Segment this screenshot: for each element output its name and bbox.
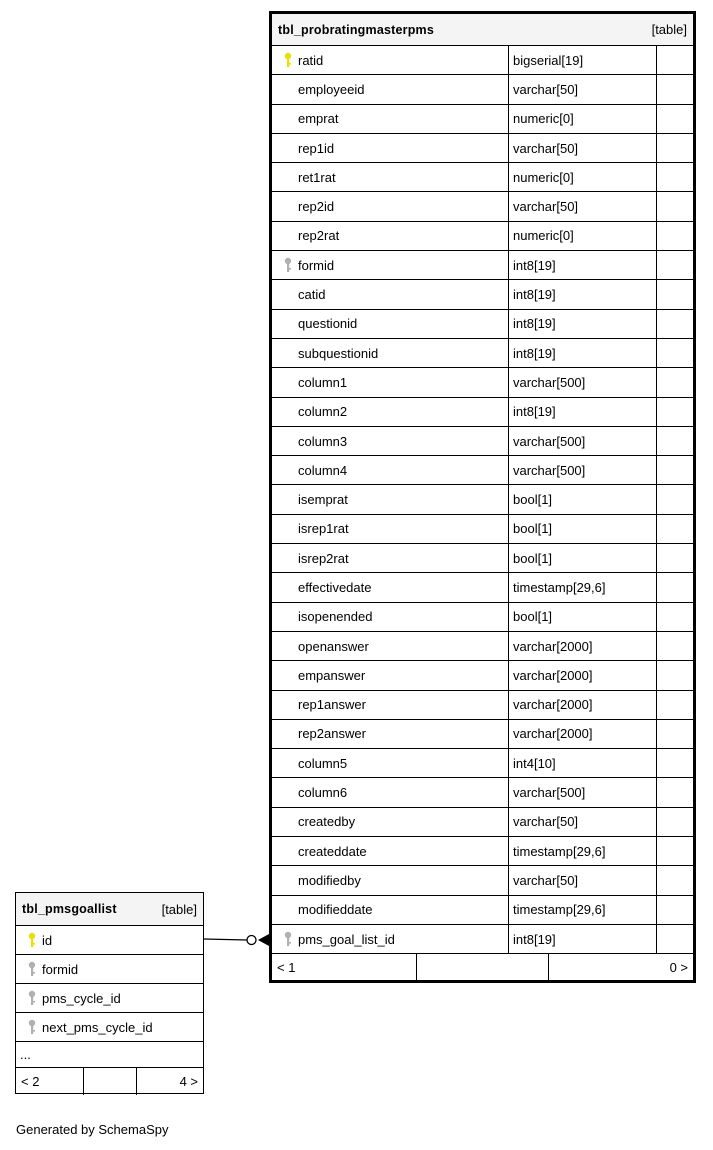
- column-type: bigserial[19]: [509, 46, 657, 74]
- table-name[interactable]: tbl_probratingmasterpms: [278, 22, 435, 37]
- column-name: next_pms_cycle_id: [42, 1019, 153, 1035]
- column-name: rep2answer: [298, 726, 366, 742]
- column-type: varchar[50]: [509, 75, 657, 103]
- column-name: effectivedate: [298, 579, 372, 595]
- column-type: varchar[500]: [509, 368, 657, 396]
- column-type: varchar[50]: [509, 866, 657, 894]
- column-type: bool[1]: [509, 515, 657, 543]
- column-name: formid: [42, 961, 79, 977]
- column-type: numeric[0]: [509, 163, 657, 191]
- column-type: int8[19]: [509, 398, 657, 426]
- column-type: varchar[2000]: [509, 691, 657, 719]
- zero-optional-icon: [247, 936, 256, 945]
- column-name: isopenended: [298, 609, 373, 625]
- column-type: varchar[500]: [509, 456, 657, 484]
- column-name: column2: [298, 404, 348, 420]
- column-type: varchar[2000]: [509, 632, 657, 660]
- column-name: ret1rat: [298, 169, 336, 185]
- column-name: formid: [298, 257, 335, 273]
- column-type: varchar[50]: [509, 192, 657, 220]
- column-type: timestamp[29,6]: [509, 837, 657, 865]
- column-name: rep2id: [298, 199, 335, 215]
- column-name: isemprat: [298, 492, 348, 508]
- column-name: subquestionid: [298, 345, 379, 361]
- column-name: modifiedby: [298, 872, 361, 888]
- parents-link[interactable]: < 2: [16, 1068, 84, 1095]
- column-name: openanswer: [298, 638, 369, 654]
- column-name: emprat: [298, 111, 339, 127]
- column-name: column4: [298, 462, 348, 478]
- column-name: isrep1rat: [298, 521, 349, 537]
- column-name: catid: [298, 287, 326, 303]
- column-name: isrep2rat: [298, 550, 349, 566]
- column-name: column1: [298, 374, 348, 390]
- column-type: int8[19]: [509, 251, 657, 279]
- table-kind: [table]: [651, 22, 687, 37]
- column-name: questionid: [298, 316, 358, 332]
- column-name: column6: [298, 785, 348, 801]
- column-type: int8[19]: [509, 925, 657, 953]
- children-link[interactable]: 0 >: [669, 960, 688, 976]
- column-type: varchar[50]: [509, 808, 657, 836]
- column-type: numeric[0]: [509, 105, 657, 133]
- column-name: empanswer: [298, 667, 366, 683]
- column-name: column5: [298, 755, 348, 771]
- table-kind: [table]: [161, 901, 197, 917]
- column-name: rep1answer: [298, 697, 366, 713]
- column-name: createdby: [298, 814, 356, 830]
- column-name: id: [42, 932, 53, 948]
- column-type: int4[10]: [509, 749, 657, 777]
- column-type: int8[19]: [509, 310, 657, 338]
- column-name: pms_goal_list_id: [298, 931, 395, 947]
- column-type: bool[1]: [509, 485, 657, 513]
- column-name: employeeid: [298, 81, 365, 97]
- column-name: pms_cycle_id: [42, 990, 121, 1006]
- column-type: int8[19]: [509, 339, 657, 367]
- column-type: varchar[500]: [509, 778, 657, 806]
- column-name: modifieddate: [298, 902, 373, 918]
- column-type: varchar[50]: [509, 134, 657, 162]
- column-type: bool[1]: [509, 544, 657, 572]
- table-name[interactable]: tbl_pmsgoallist: [22, 902, 117, 916]
- column-type: varchar[2000]: [509, 720, 657, 748]
- column-name: createddate: [298, 843, 367, 859]
- generated-by-label: Generated by SchemaSpy: [16, 1122, 169, 1137]
- column-type: numeric[0]: [509, 222, 657, 250]
- column-name: rep2rat: [298, 228, 340, 244]
- column-type: bool[1]: [509, 603, 657, 631]
- column-name: column3: [298, 433, 348, 449]
- column-type: varchar[500]: [509, 427, 657, 455]
- column-type: int8[19]: [509, 280, 657, 308]
- column-type: timestamp[29,6]: [509, 896, 657, 924]
- crows-foot-icon: [258, 934, 269, 946]
- column-name: rep1id: [298, 140, 335, 156]
- column-type: timestamp[29,6]: [509, 573, 657, 601]
- column-name: ratid: [298, 52, 324, 68]
- column-type: varchar[2000]: [509, 661, 657, 689]
- relationship-line: [204, 939, 247, 940]
- more-columns: ...: [16, 1042, 203, 1068]
- parents-link[interactable]: < 1: [272, 954, 417, 981]
- children-link[interactable]: 4 >: [179, 1074, 198, 1089]
